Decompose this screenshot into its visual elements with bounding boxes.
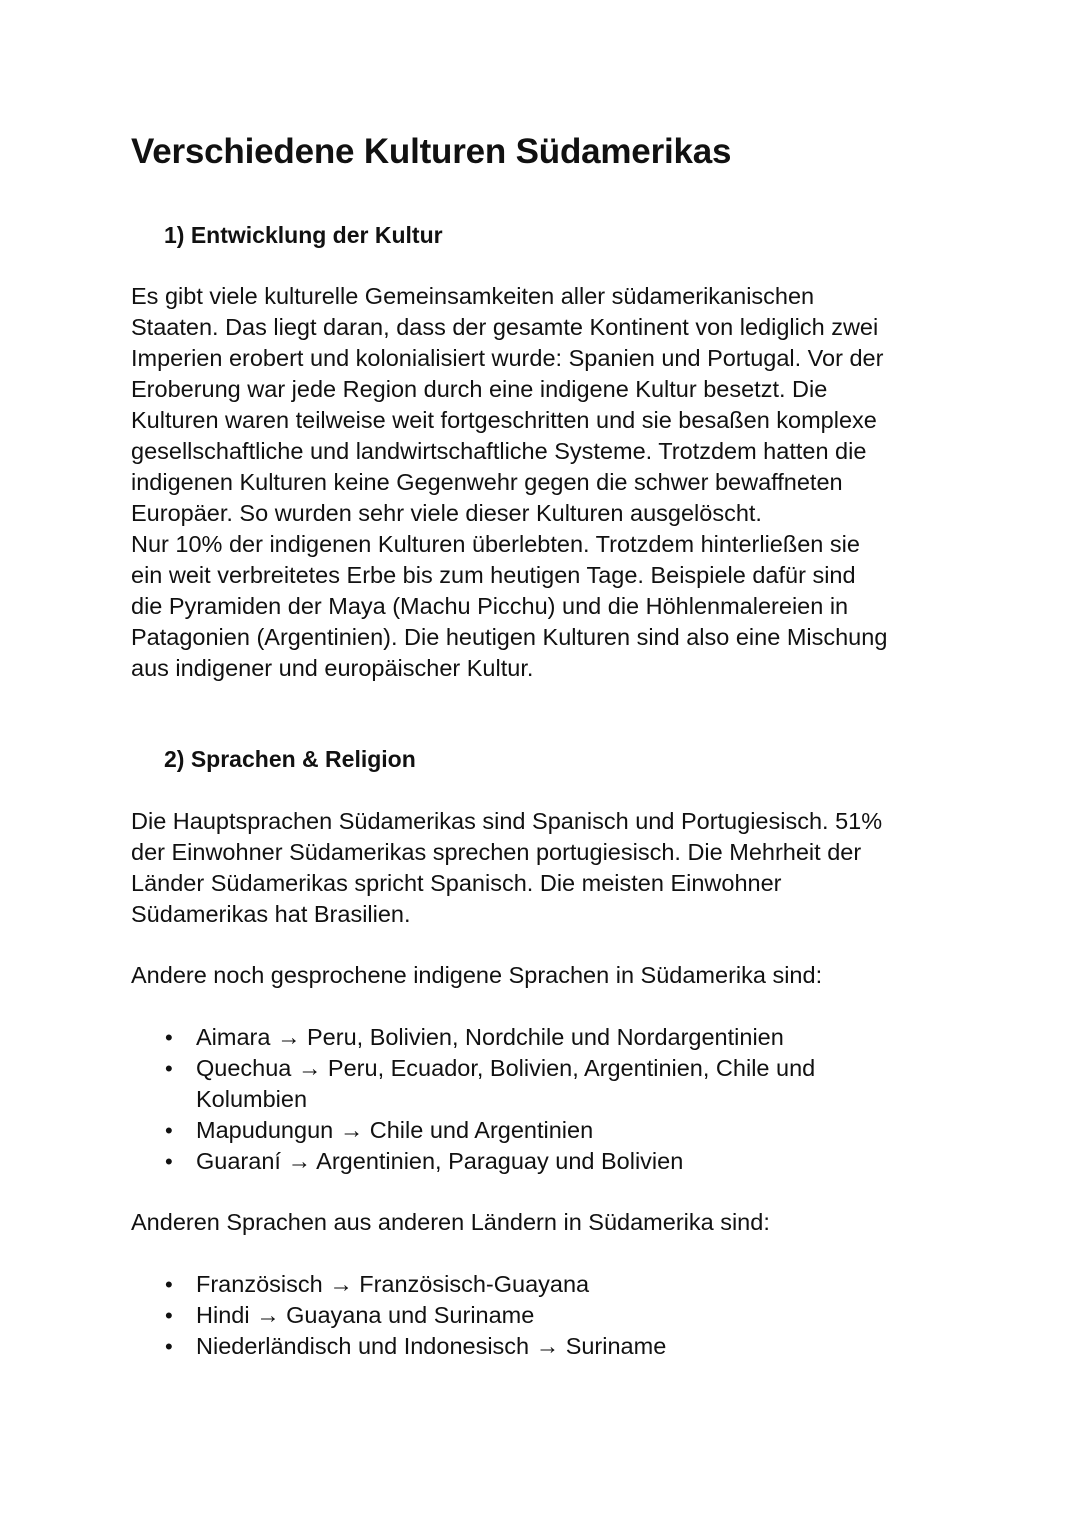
text-line: Staaten. Das liegt daran, dass der gesamte Kontinent von lediglich zwei <box>131 314 879 340</box>
text-line: Andere noch gesprochene indigene Sprachen in Südamerika sind: <box>131 962 823 988</box>
text-line: Kulturen waren teilweise weit fortgeschritten und sie besaßen komplexe <box>131 407 877 433</box>
text-line: Europäer. So wurden sehr viele dieser Kulturen ausgelöscht. <box>131 500 762 526</box>
list-item-text: Aimara → Peru, Bolivien, Nordchile und Nordargentinien <box>196 1024 784 1050</box>
bullet-icon: • <box>165 1272 173 1297</box>
list-item-text: Mapudungun → Chile und Argentinien <box>196 1117 594 1143</box>
text-line: Patagonien (Argentinien). Die heutigen Kulturen sind also eine Mischung <box>131 624 888 650</box>
page-title: Verschiedene Kulturen Südamerikas <box>131 132 732 171</box>
list-item <box>131 1022 815 1053</box>
text-line: Es gibt viele kulturelle Gemeinsamkeiten aller südamerikanischen <box>131 283 815 309</box>
list-item-text: Niederländisch und Indonesisch → Suriname <box>196 1333 667 1359</box>
list-item-text: Französisch → Französisch-Guayana <box>196 1271 590 1297</box>
list-item-text: Guaraní → Argentinien, Paraguay und Bolivien <box>196 1148 684 1174</box>
list-item-text: Hindi → Guayana und Suriname <box>196 1302 535 1328</box>
text-line: Länder Südamerikas spricht Spanisch. Die meisten Einwohner <box>131 870 782 896</box>
bullet-icon: • <box>165 1303 173 1328</box>
text-line: gesellschaftliche und landwirtschaftliche Systeme. Trotzdem hatten die <box>131 438 867 464</box>
list-item-text: Quechua → Peru, Ecuador, Bolivien, Argentinien, Chile und <box>196 1055 816 1081</box>
list-item <box>131 1053 815 1115</box>
indigenous-languages-list <box>131 1022 815 1177</box>
list-item <box>131 1269 666 1300</box>
bullet-icon: • <box>165 1025 173 1050</box>
bullet-icon: • <box>165 1056 173 1081</box>
paragraph-entwicklung <box>131 281 887 684</box>
text-line: Die Hauptsprachen Südamerikas sind Spanisch und Portugiesisch. 51% <box>131 808 883 834</box>
list-item <box>131 1115 815 1146</box>
text-line: ein weit verbreitetes Erbe bis zum heutigen Tage. Beispiele dafür sind <box>131 562 856 588</box>
list-item <box>131 1300 666 1331</box>
text-line: aus indigener und europäischer Kultur. <box>131 655 534 681</box>
list-item-text-continued: Kolumbien <box>196 1086 308 1112</box>
text-line: Südamerikas hat Brasilien. <box>131 901 411 927</box>
paragraph-fremdsprachen-intro <box>131 1207 770 1238</box>
section-heading-sprachen: 2) Sprachen & Religion <box>164 746 416 772</box>
paragraph-hauptsprachen <box>131 806 882 930</box>
text-line: Imperien erobert und kolonialisiert wurde: Spanien und Portugal. Vor der <box>131 345 884 371</box>
text-line: Eroberung war jede Region durch eine indigene Kultur besetzt. Die <box>131 376 828 402</box>
bullet-icon: • <box>165 1149 173 1174</box>
text-line: Anderen Sprachen aus anderen Ländern in Südamerika sind: <box>131 1209 770 1235</box>
paragraph-indigene-intro <box>131 960 822 991</box>
list-item <box>131 1146 815 1177</box>
text-line: der Einwohner Südamerikas sprechen portugiesisch. Die Mehrheit der <box>131 839 862 865</box>
list-item <box>131 1331 666 1362</box>
text-line: indigenen Kulturen keine Gegenwehr gegen die schwer bewaffneten <box>131 469 843 495</box>
bullet-icon: • <box>165 1118 173 1143</box>
text-line: Nur 10% der indigenen Kulturen überlebten. Trotzdem hinterließen sie <box>131 531 860 557</box>
foreign-languages-list <box>131 1269 666 1362</box>
bullet-icon: • <box>165 1334 173 1359</box>
section-heading-entwicklung: 1) Entwicklung der Kultur <box>164 222 443 248</box>
text-line: die Pyramiden der Maya (Machu Picchu) und die Höhlenmalereien in <box>131 593 849 619</box>
